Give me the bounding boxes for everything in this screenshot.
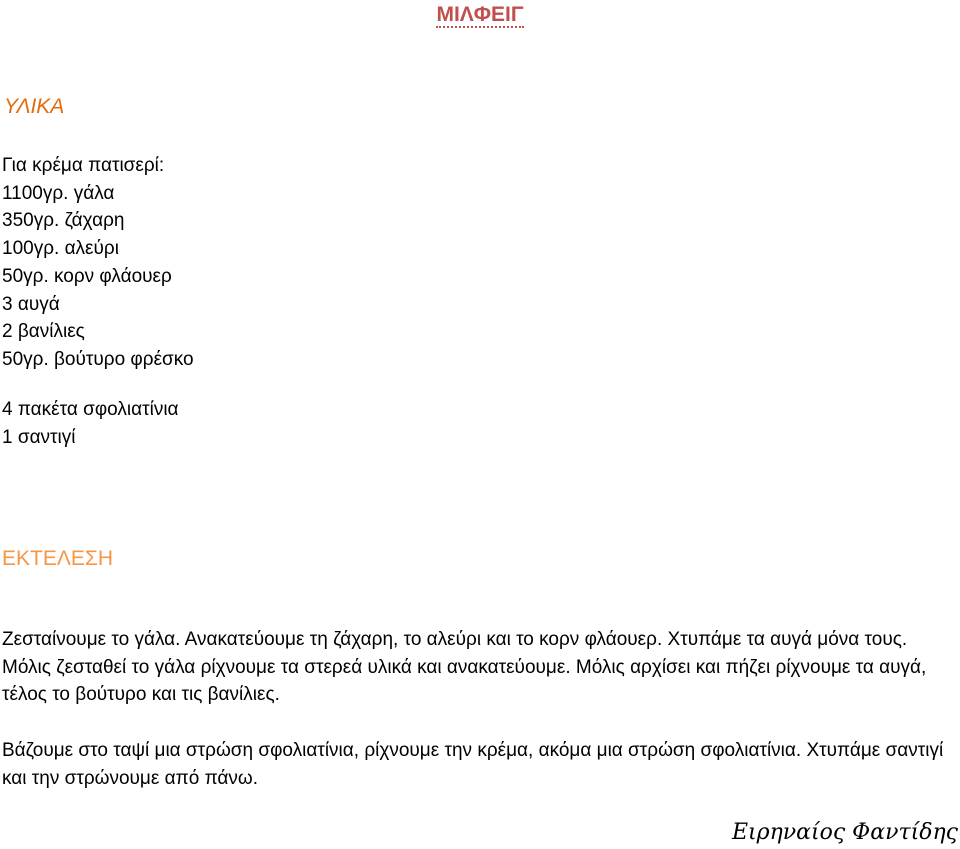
recipe-title — [0, 2, 960, 28]
ingredient-item: 1100γρ. γάλα — [2, 182, 115, 204]
ingredient-item: 50γρ. βούτυρο φρέσκο — [2, 348, 194, 370]
ingredients-list — [2, 152, 194, 374]
author-signature: Ειρηναίος Φαντίδης — [731, 820, 958, 845]
ingredient-item: 4 πακέτα σφολιατίνια — [2, 399, 179, 420]
ingredients-heading: ΥΛΙΚΑ — [4, 95, 65, 118]
ingredient-item: 350γρ. ζάχαρη — [2, 210, 125, 232]
ingredients-list-secondary — [2, 396, 179, 451]
recipe-title-text: ΜΙΛΦΕΙΓ — [436, 3, 524, 26]
method-paragraph: Ζεσταίνουμε το γάλα. Ανακατεύουμε τη ζάχαρη, το αλεύρι και το κορν φλάουερ. Χτυπάμε τα αυγά μόνα τους. Μόλις ζεσταθεί το γάλα ρίχνουμε τα στερεά υλικά και ανακατεύουμε. Μόλις αρχίσει και πήζει ρίχνουμε τα αυγά, τέλος το βούτυρο και τις βανίλιες. — [2, 629, 927, 706]
ingredient-item: 50γρ. κορν φλάουερ — [2, 265, 172, 287]
ingredient-item: 100γρ. αλεύρι — [2, 238, 119, 260]
ingredient-item: 2 βανίλιες — [2, 321, 85, 343]
ingredient-item: Για κρέμα πατισερί: — [2, 155, 165, 176]
method-paragraph: Βάζουμε στο ταψί μια στρώση σφολιατίνια, ρίχνουμε την κρέμα, ακόμα μια στρώση σφολιατίνια. Χτυπάμε σαντιγί και την στρώνουμε από πάνω. — [2, 740, 944, 789]
method-heading: ΕΚΤΕΛΕΣΗ — [2, 547, 114, 570]
ingredient-item: 1 σαντιγί — [2, 426, 76, 448]
ingredient-item: 3 αυγά — [2, 293, 60, 315]
